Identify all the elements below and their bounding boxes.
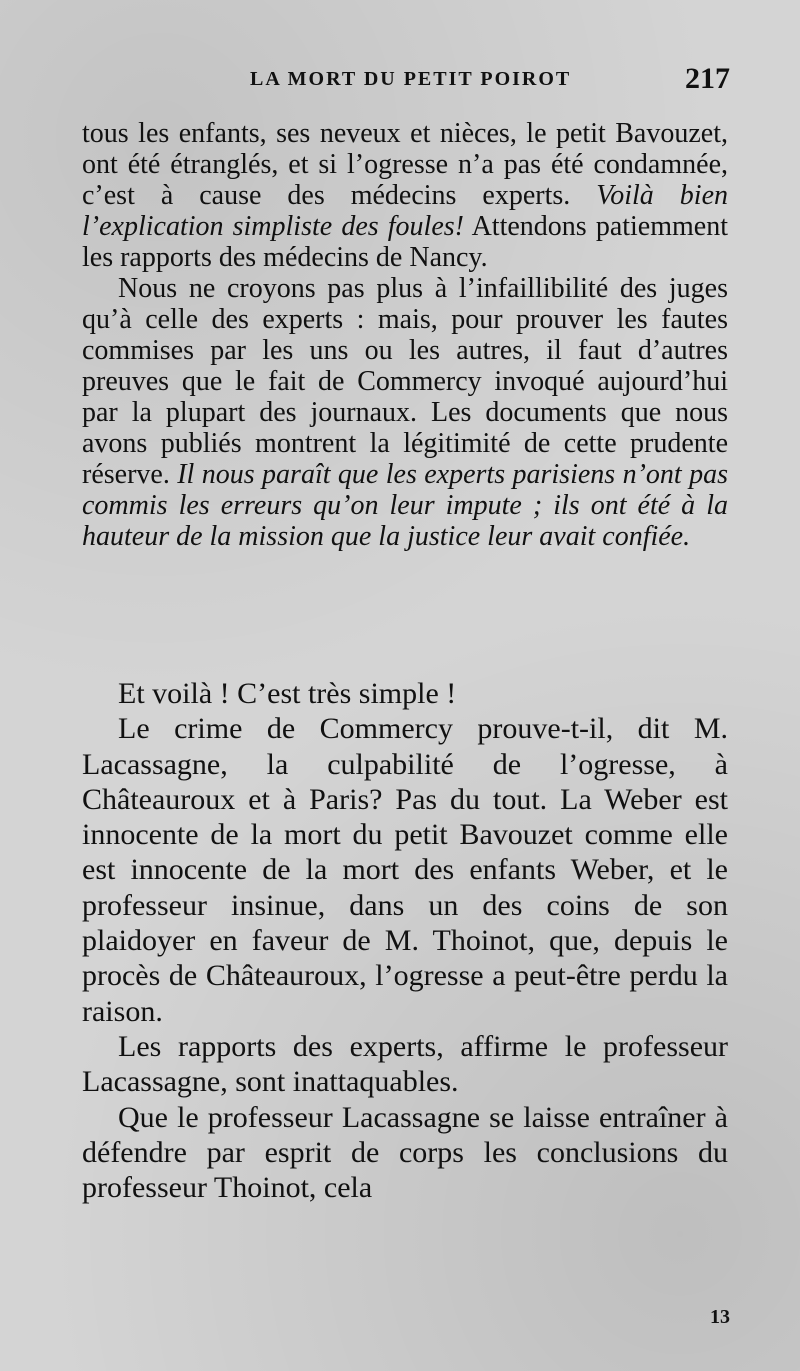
paragraph-1-tail: Attendons patiemment les rapports des médecins de Nancy. xyxy=(82,211,729,273)
quoted-passage xyxy=(82,118,728,552)
paragraph-1-text: tous les enfants, ses neveux et nièces, le petit Bavouzet, ont été étranglés, et si l’ogresse n’a pas été condamnée, c’est à cause des médecins experts. xyxy=(82,118,728,211)
paragraph-5: Les rapports des experts, affirme le professeur Lacassagne, sont inattaquables. xyxy=(82,1029,728,1099)
main-passage xyxy=(82,676,728,1205)
paragraph-4: Le crime de Commercy prouve-t-il, dit M. Lacassagne, la culpabilité de l’ogresse, à Châteauroux et à Paris? Pas du tout. La Weber est innocente de la mort du petit Bavouzet comme elle est innocente de la mort des enfants Weber, et le professeur insinue, dans un des coins de son plaidoyer en faveur de M. Thoinot, que, depuis le procès de Châteauroux, l’ogresse a peut-être perdu la raison. xyxy=(82,712,728,1028)
page-number: 217 xyxy=(685,62,730,95)
page-header xyxy=(80,62,730,102)
paragraph-2-text: Nous ne croyons pas plus à l’infaillibilité des juges qu’à celle des experts : mais, pour prouver les fautes commises par les uns ou les autres, il faut d’autres preuves que le fait de Commercy invoqué aujourd’hui par la plupart des journaux. Les documents que nous avons publiés montrent la légitimité de cette prudente réserve. xyxy=(82,273,728,490)
paragraph-1-italic: Voilà bien l’explication simpliste des foules! xyxy=(82,180,728,242)
paragraph-2 xyxy=(82,273,728,552)
paragraph-1 xyxy=(82,118,728,273)
paragraph-6: Que le professeur Lacassagne se laisse entraîner à défendre par esprit de corps les conclusions du professeur Thoinot, cela xyxy=(82,1100,728,1205)
paragraph-2-italic: Il nous paraît que les experts parisiens n’ont pas commis les erreurs qu’on leur impute ; ils ont été à la hauteur de la mission que la justice leur avait confiée. xyxy=(82,459,728,552)
running-title: LA MORT DU PETIT POIROT xyxy=(250,68,572,90)
paragraph-3: Et voilà ! C’est très simple ! xyxy=(118,677,457,710)
signature-mark: 13 xyxy=(710,1306,730,1328)
